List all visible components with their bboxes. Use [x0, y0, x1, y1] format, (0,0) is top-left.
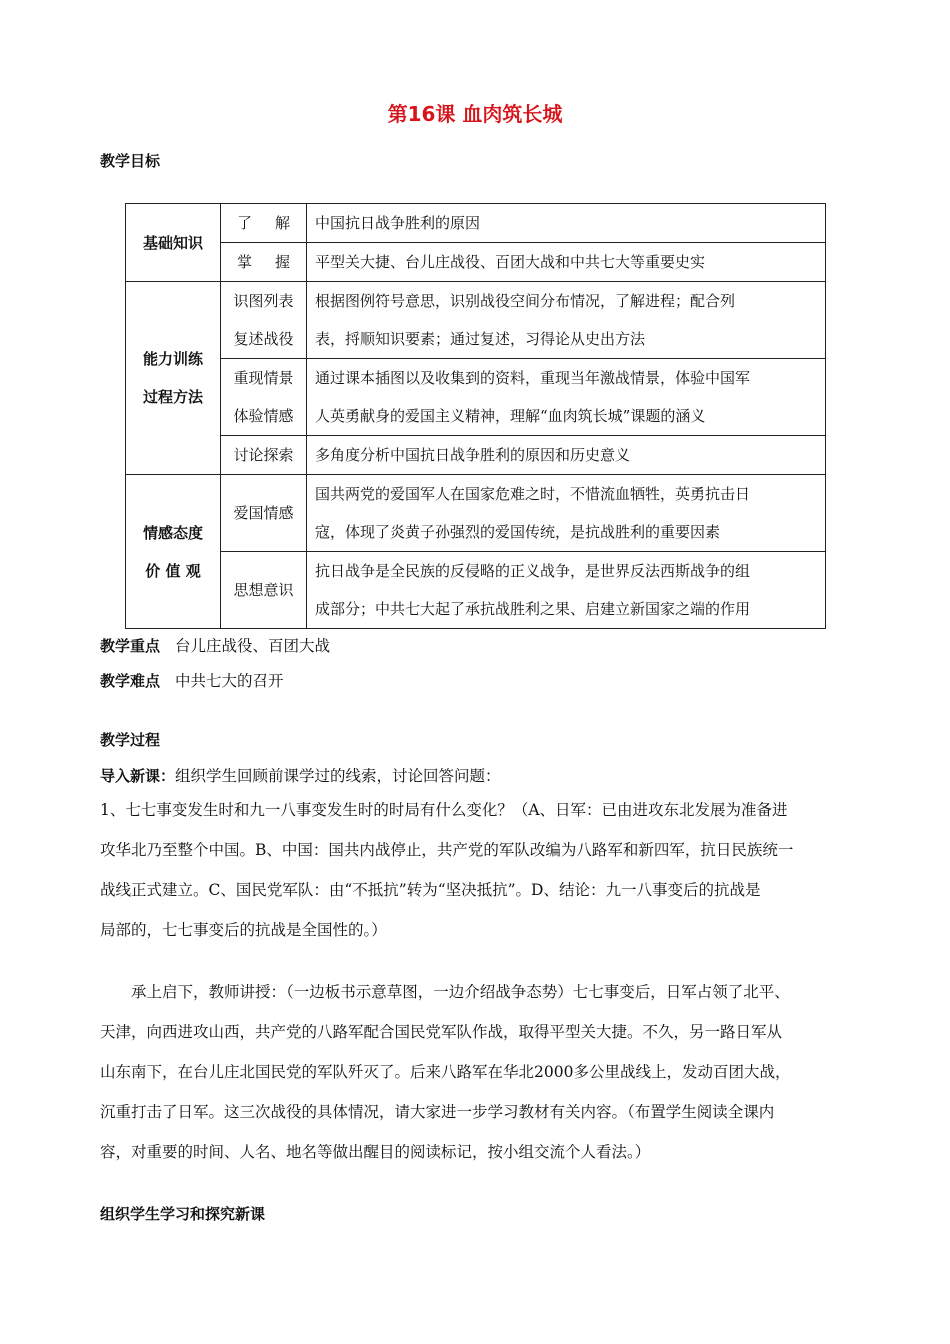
objectives-heading: 教学目标: [100, 152, 161, 170]
table-row: [126, 475, 826, 552]
transition-paragraph: 承上启下，教师讲授：（一边板书示意草图，一边介绍战争态势）七七事变后，日军占领了北平、 天津，向西进攻山西，共产党的八路军配合国民党军队作战，取得平型关大捷。不久，另一路日军从 山东南下，在台儿庄北国民党的军队歼灭了。后来八路军在华北2000多公里战线上，发动百团大战， 沉重打击了日军。这三次战役的具体情况，请大家进一步学习教材有关内容。（布置学生阅读全课内 容，对重要的时间、人名、地名等做出醒目的阅读标记，按小组交流个人看法。）: [100, 983, 791, 1161]
key-point-label: 教学重点: [100, 637, 161, 655]
sub-item: 识图列表 复述战役: [221, 282, 307, 359]
section-heading: 组织学生学习和探究新课: [100, 1205, 266, 1223]
key-point: [100, 634, 330, 656]
sub-item: 掌 握: [221, 243, 307, 282]
question-1: 1、七七事变发生时和九一八事变发生时的时局有什么变化？（A、日军：已由进攻东北发展为准备进 攻华北乃至整个中国。B、中国：国共内战停止，共产党的军队改编为八路军和新四军，抗日民族统一 战线正式建立。C、国民党军队：由“不抵抗”转为“坚决抵抗”。D、结论：九一八事变后的抗战是 局部的，七七事变后的抗战是全国性的。）: [100, 801, 794, 939]
content-cell: 多角度分析中国抗日战争胜利的原因和历史意义: [307, 436, 826, 475]
difficult-point-label: 教学难点: [100, 672, 161, 690]
process-heading: 教学过程: [100, 731, 161, 749]
table-row: [126, 204, 826, 243]
table-row: [126, 552, 826, 629]
intro: [100, 764, 501, 786]
objectives-table: [125, 203, 826, 629]
category-ability: 能力训练 过程方法: [126, 282, 221, 475]
table-row: [126, 243, 826, 282]
sub-item: 重现情景 体验情感: [221, 359, 307, 436]
sub-item: 思想意识: [221, 552, 307, 629]
sub-item: 爱国情感: [221, 475, 307, 552]
sub-item: 了 解: [221, 204, 307, 243]
intro-label: 导入新课：: [100, 767, 176, 785]
sub-item: 讨论探索: [221, 436, 307, 475]
content-cell: 抗日战争是全民族的反侵略的正义战争，是世界反法西斯战争的组 成部分；中共七大起了承抗战胜利之果、启建立新国家之端的作用: [307, 552, 826, 629]
category-basic: 基础知识: [126, 204, 221, 282]
content-cell: 平型关大捷、台儿庄战役、百团大战和中共七大等重要史实: [307, 243, 826, 282]
difficult-point: [100, 669, 283, 691]
content-cell: 根据图例符号意思，识别战役空间分布情况，了解进程；配合列 表，捋顺知识要素；通过复述，习得论从史出方法: [307, 282, 826, 359]
category-emotion: 情感态度 价 值 观: [126, 475, 221, 629]
content-cell: 中国抗日战争胜利的原因: [307, 204, 826, 243]
table-row: [126, 282, 826, 359]
content-cell: 国共两党的爱国军人在国家危难之时，不惜流血牺牲，英勇抗击日 寇，体现了炎黄子孙强烈的爱国传统，是抗战胜利的重要因素: [307, 475, 826, 552]
content-cell: 通过课本插图以及收集到的资料，重现当年激战情景，体验中国军 人英勇献身的爱国主义精神，理解“血肉筑长城”课题的涵义: [307, 359, 826, 436]
key-point-text: 台儿庄战役、百团大战: [174, 637, 330, 655]
page-title: 第16课 血肉筑长城: [387, 102, 563, 126]
intro-text: 组织学生回顾前课学过的线索，讨论回答问题：: [175, 767, 501, 785]
table-row: [126, 359, 826, 436]
difficult-point-text: 中共七大的召开: [174, 672, 284, 690]
table-row: [126, 436, 826, 475]
